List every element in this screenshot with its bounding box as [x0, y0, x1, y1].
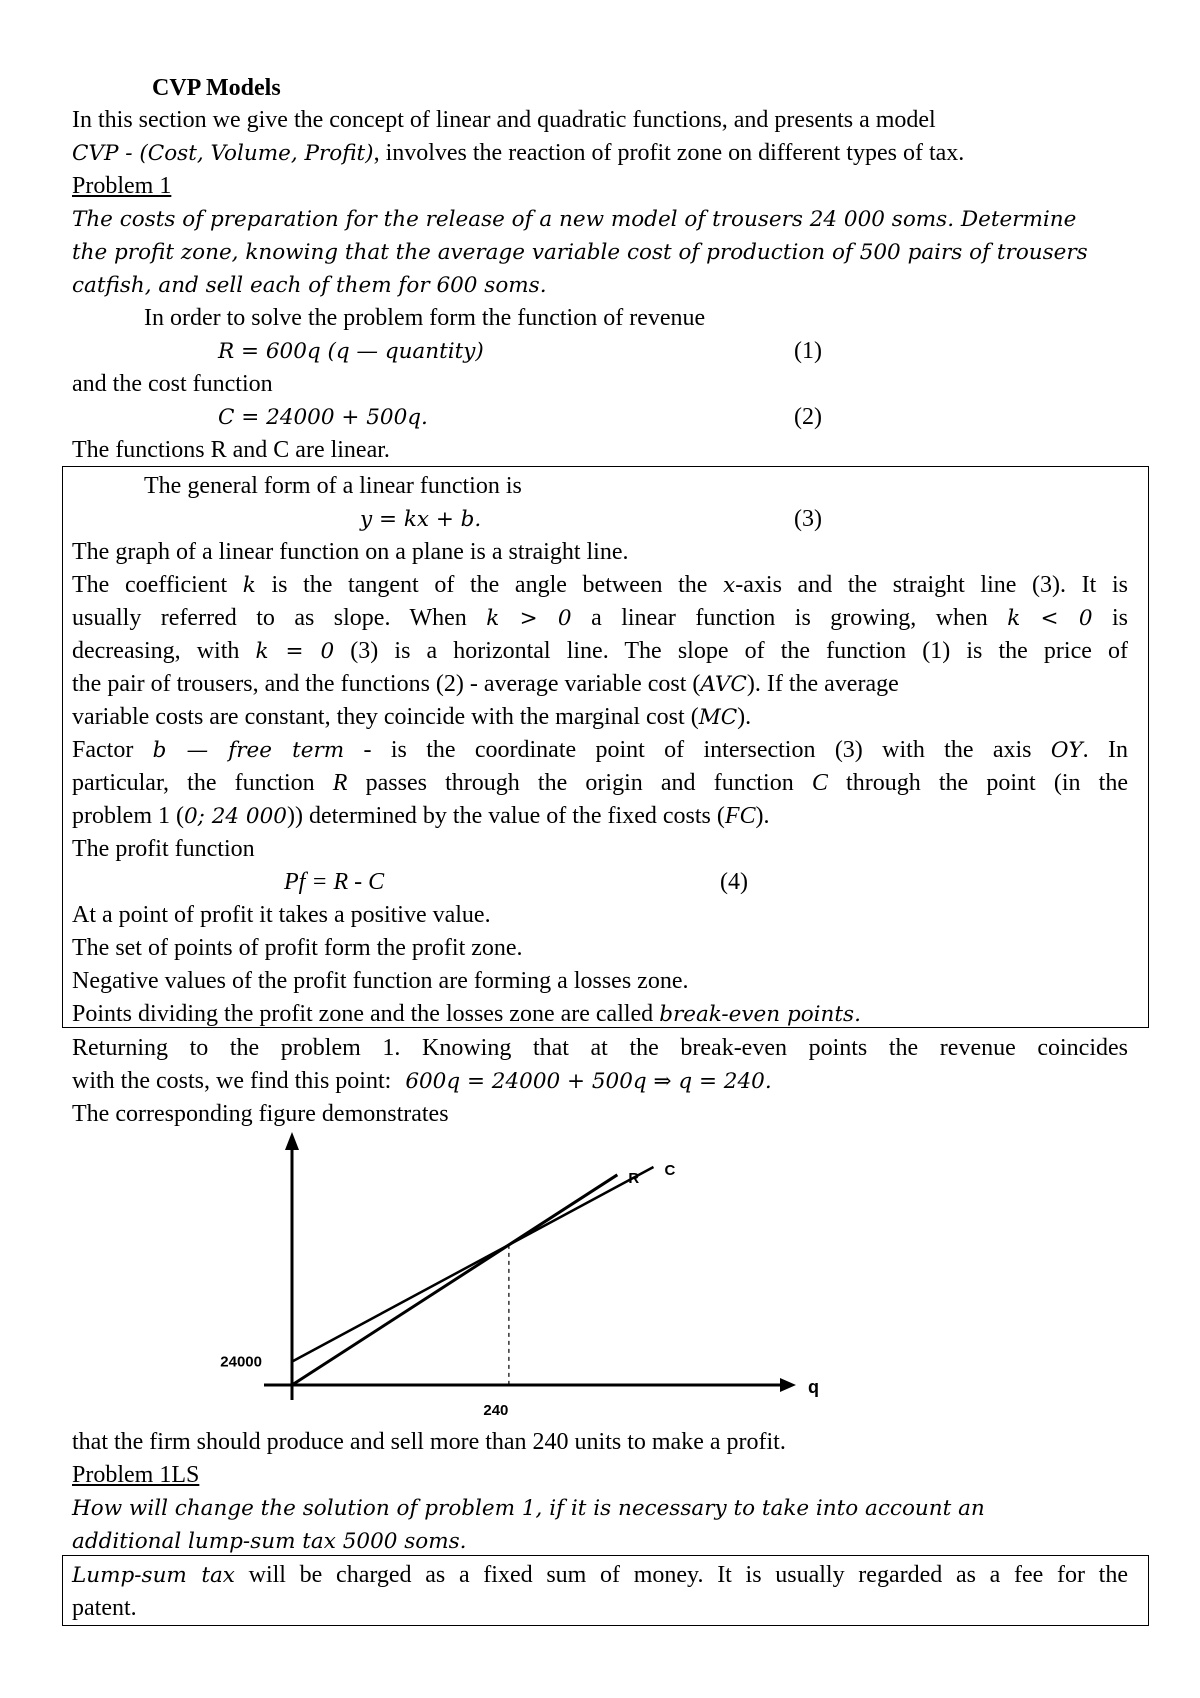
pair-line: the pair of trousers, and the functions (2) - average variable cost (AVC). If the average: [72, 671, 899, 697]
x-tick-label-240: 240: [483, 1402, 509, 1419]
equation-1: R = 600q (q — quantity): [218, 339, 484, 364]
equation-1-number: (1): [794, 338, 822, 364]
returning-line-3: The corresponding figure demonstrates: [72, 1101, 449, 1127]
variable-line: variable costs are constant, they coincide with the marginal cost (MC).: [72, 704, 752, 730]
section-heading: CVP Models: [152, 75, 281, 101]
set-line: The set of points of profit form the profit zone.: [72, 935, 523, 961]
equation-2-number: (2): [794, 404, 822, 430]
linear-note: The functions R and C are linear.: [72, 437, 390, 463]
break-even-equation: 600q = 24000 + 500q ⇒ q = 240.: [405, 1069, 772, 1094]
equation-3-number: (3): [794, 506, 822, 532]
decreasing-line: decreasing, with k = 0 (3) is a horizontal line. The slope of the function (1) is the price of: [72, 638, 1129, 664]
equation-4: Pf = R - C: [284, 869, 385, 895]
slope-line: usually referred to as slope. When k > 0 a linear function is growing, when k < 0 is: [72, 605, 1129, 631]
returning-line-2: with the costs, we find this point: 600q = 24000 + 500q ⇒ q = 240.: [72, 1068, 772, 1094]
equation-2: C = 24000 + 500q.: [218, 405, 428, 430]
after-chart-line: that the firm should produce and sell more than 240 units to make a profit.: [72, 1429, 786, 1455]
revenue-series-label: R: [628, 1169, 640, 1187]
profit-function-intro: The profit function: [72, 836, 255, 862]
x-axis-label-q: q: [808, 1377, 819, 1397]
intro-line-2: CVP - (Cost, Volume, Profit), involves the reaction of profit zone on different types of tax.: [72, 140, 965, 166]
equation-3: y = kx + b.: [360, 507, 482, 532]
cost-intro: and the cost function: [72, 371, 273, 397]
cost-line: [292, 1167, 653, 1362]
coefficient-line: The coefficient k is the tangent of the angle between the x-axis and the straight line (3). It is: [72, 572, 1128, 598]
cvp-term: CVP - (Cost, Volume, Profit): [72, 141, 374, 166]
y-axis-arrow-icon: [285, 1132, 299, 1150]
cost-series-label: C: [664, 1162, 676, 1180]
returning-line-1: Returning to the problem 1. Knowing that at the break-even points the revenue coincides: [72, 1035, 1128, 1061]
intro-line-1: In this section we give the concept of linear and quadratic functions, and presents a model: [72, 107, 936, 133]
negative-line: Negative values of the profit function are forming a losses zone.: [72, 968, 689, 994]
problem-1ls-text-2: additional lump-sum tax 5000 soms.: [72, 1529, 467, 1554]
x-axis-arrow-icon: [780, 1378, 796, 1392]
factor-line: Factor b — free term - is the coordinate point of intersection (3) with the axis OY. In: [72, 737, 1128, 763]
problem-1ls-title: Problem 1LS: [72, 1462, 200, 1488]
problem-1ls-text-1: How will change the solution of problem 1, if it is necessary to take into account an: [72, 1496, 985, 1521]
solve-intro: In order to solve the problem form the function of revenue: [144, 305, 706, 331]
equation-4-number: (4): [720, 869, 748, 895]
positive-line: At a point of profit it takes a positive value.: [72, 902, 491, 928]
general-form: The general form of a linear function is: [144, 473, 522, 499]
particular-line: particular, the function R passes through the origin and function C through the point (in the: [72, 770, 1129, 796]
problem-1-text-1: The costs of preparation for the release of a new model of trousers 24 000 soms. Determine: [72, 207, 1077, 232]
y-tick-label-24000: 24000: [220, 1353, 262, 1371]
problem-1-text-2: the profit zone, knowing that the average variable cost of production of 500 pairs of trousers: [72, 240, 1088, 265]
problem-1-title: Problem 1: [72, 173, 172, 199]
graph-line: The graph of a linear function on a plane is a straight line.: [72, 539, 629, 565]
revenue-line: [292, 1175, 617, 1385]
lump-sum-line-2: patent.: [72, 1595, 137, 1621]
dividing-line: Points dividing the profit zone and the losses zone are called break-even points.: [72, 1001, 861, 1027]
lump-sum-line-1: Lump-sum tax will be charged as a fixed sum of money. It is usually regarded as a fee for the: [72, 1562, 1128, 1588]
problem-point-line: problem 1 (0; 24 000)) determined by the value of the fixed costs (FC).: [72, 803, 770, 829]
problem-1-text-3: catfish, and sell each of them for 600 soms.: [72, 273, 547, 298]
